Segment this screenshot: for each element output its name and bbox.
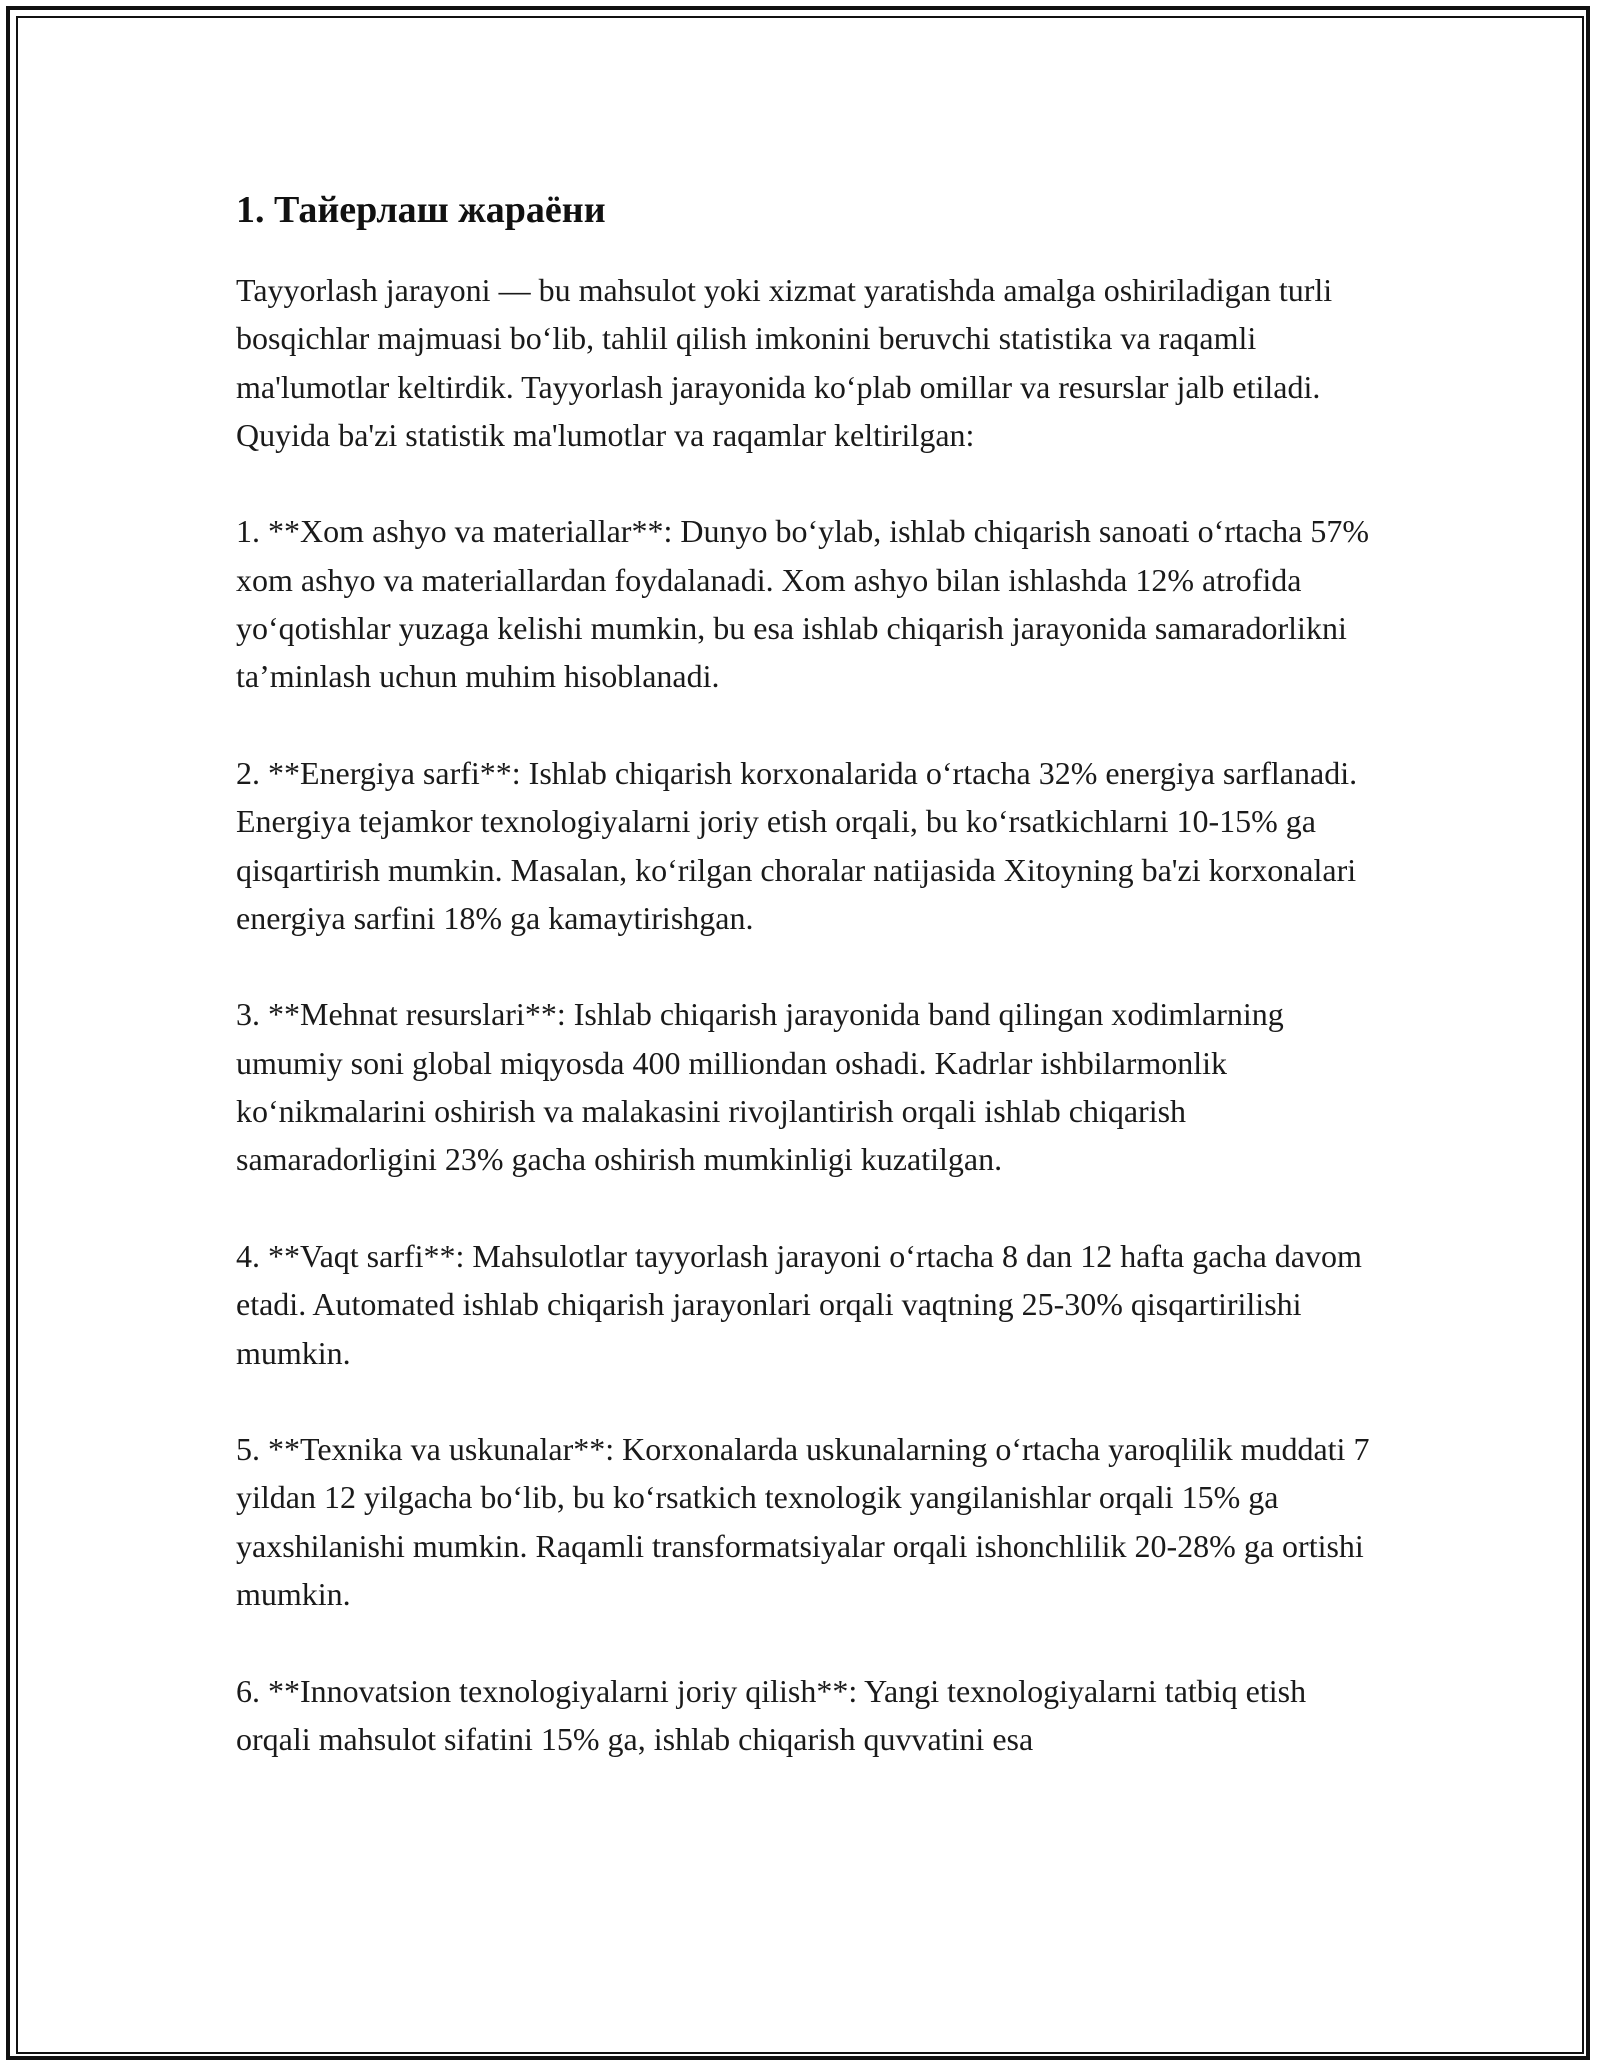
list-item-energy: 2. **Energiya sarfi**: Ishlab chiqarish korxonalarida o‘rtacha 32% energiya sarflanadi. Energiya tejamkor texnologiyalarni joriy etish orqali, bu ko‘rsatkichlarni 10-15% ga qisqartirish mumkin. Masalan, ko‘rilgan choralar natijasida Xitoyning ba'zi korxonalari energiya sarfini 18% ga kamaytirishgan. <box>236 754 1358 936</box>
list-item-time: 4. **Vaqt sarfi**: Mahsulotlar tayyorlash jarayoni o‘rtacha 8 dan 12 hafta gacha davom etadi. Automated ishlab chiqarish jarayonlari orqali vaqtning 25-30% qisqartirilishi mumkin. <box>236 1237 1362 1371</box>
section-heading: 1. Тайерлаш жараёни <box>236 189 606 231</box>
list-item-labor: 3. **Mehnat resurslari**: Ishlab chiqarish jarayonida band qilingan xodimlarning umumiy soni global miqyosda 400 milliondan oshadi. Kadrlar ishbilarmonlik ko‘nikmalarini oshirish va malakasini rivojlantirish orqali ishlab chiqarish samaradorligini 23% gacha oshirish mumkinligi kuzatilgan. <box>236 996 1284 1178</box>
document-body <box>236 186 1386 1812</box>
list-item-innovation: 6. **Innovatsion texnologiyalarni joriy qilish**: Yangi texnologiyalarni tatbiq etish orqali mahsulot sifatini 15% ga, ishlab chiqarish quvvatini esa <box>236 1672 1307 1757</box>
intro-paragraph: Tayyorlash jarayoni — bu mahsulot yoki xizmat yaratishda amalga oshiriladigan turli bosqichlar majmuasi bo‘lib, tahlil qilish imkonini beruvchi statistika va raqamli ma'lumotlar keltirdik. Tayyorlash jarayonida ko‘plab omillar va resurslar jalb etiladi. Quyida ba'zi statistik ma'lumotlar va raqamlar keltirilgan: <box>236 272 1333 453</box>
list-item-raw-materials: 1. **Xom ashyo va materiallar**: Dunyo bo‘ylab, ishlab chiqarish sanoati o‘rtacha 57% xom ashyo va materiallardan foydalanadi. Xom ashyo bilan ishlashda 12% atrofida yo‘qotishlar yuzaga kelishi mumkin, bu esa ishlab chiqarish jarayonida samaradorlikni ta’minlash uchun muhim hisoblanadi. <box>236 513 1370 695</box>
list-item-equipment: 5. **Texnika va uskunalar**: Korxonalarda uskunalarning o‘rtacha yaroqlilik muddati 7 yildan 12 yilgacha bo‘lib, bu ko‘rsatkich texnologik yangilanishlar orqali 15% ga yaxshilanishi mumkin. Raqamli transformatsiyalar orqali ishonchlilik 20-28% ga ortishi mumkin. <box>236 1431 1370 1613</box>
